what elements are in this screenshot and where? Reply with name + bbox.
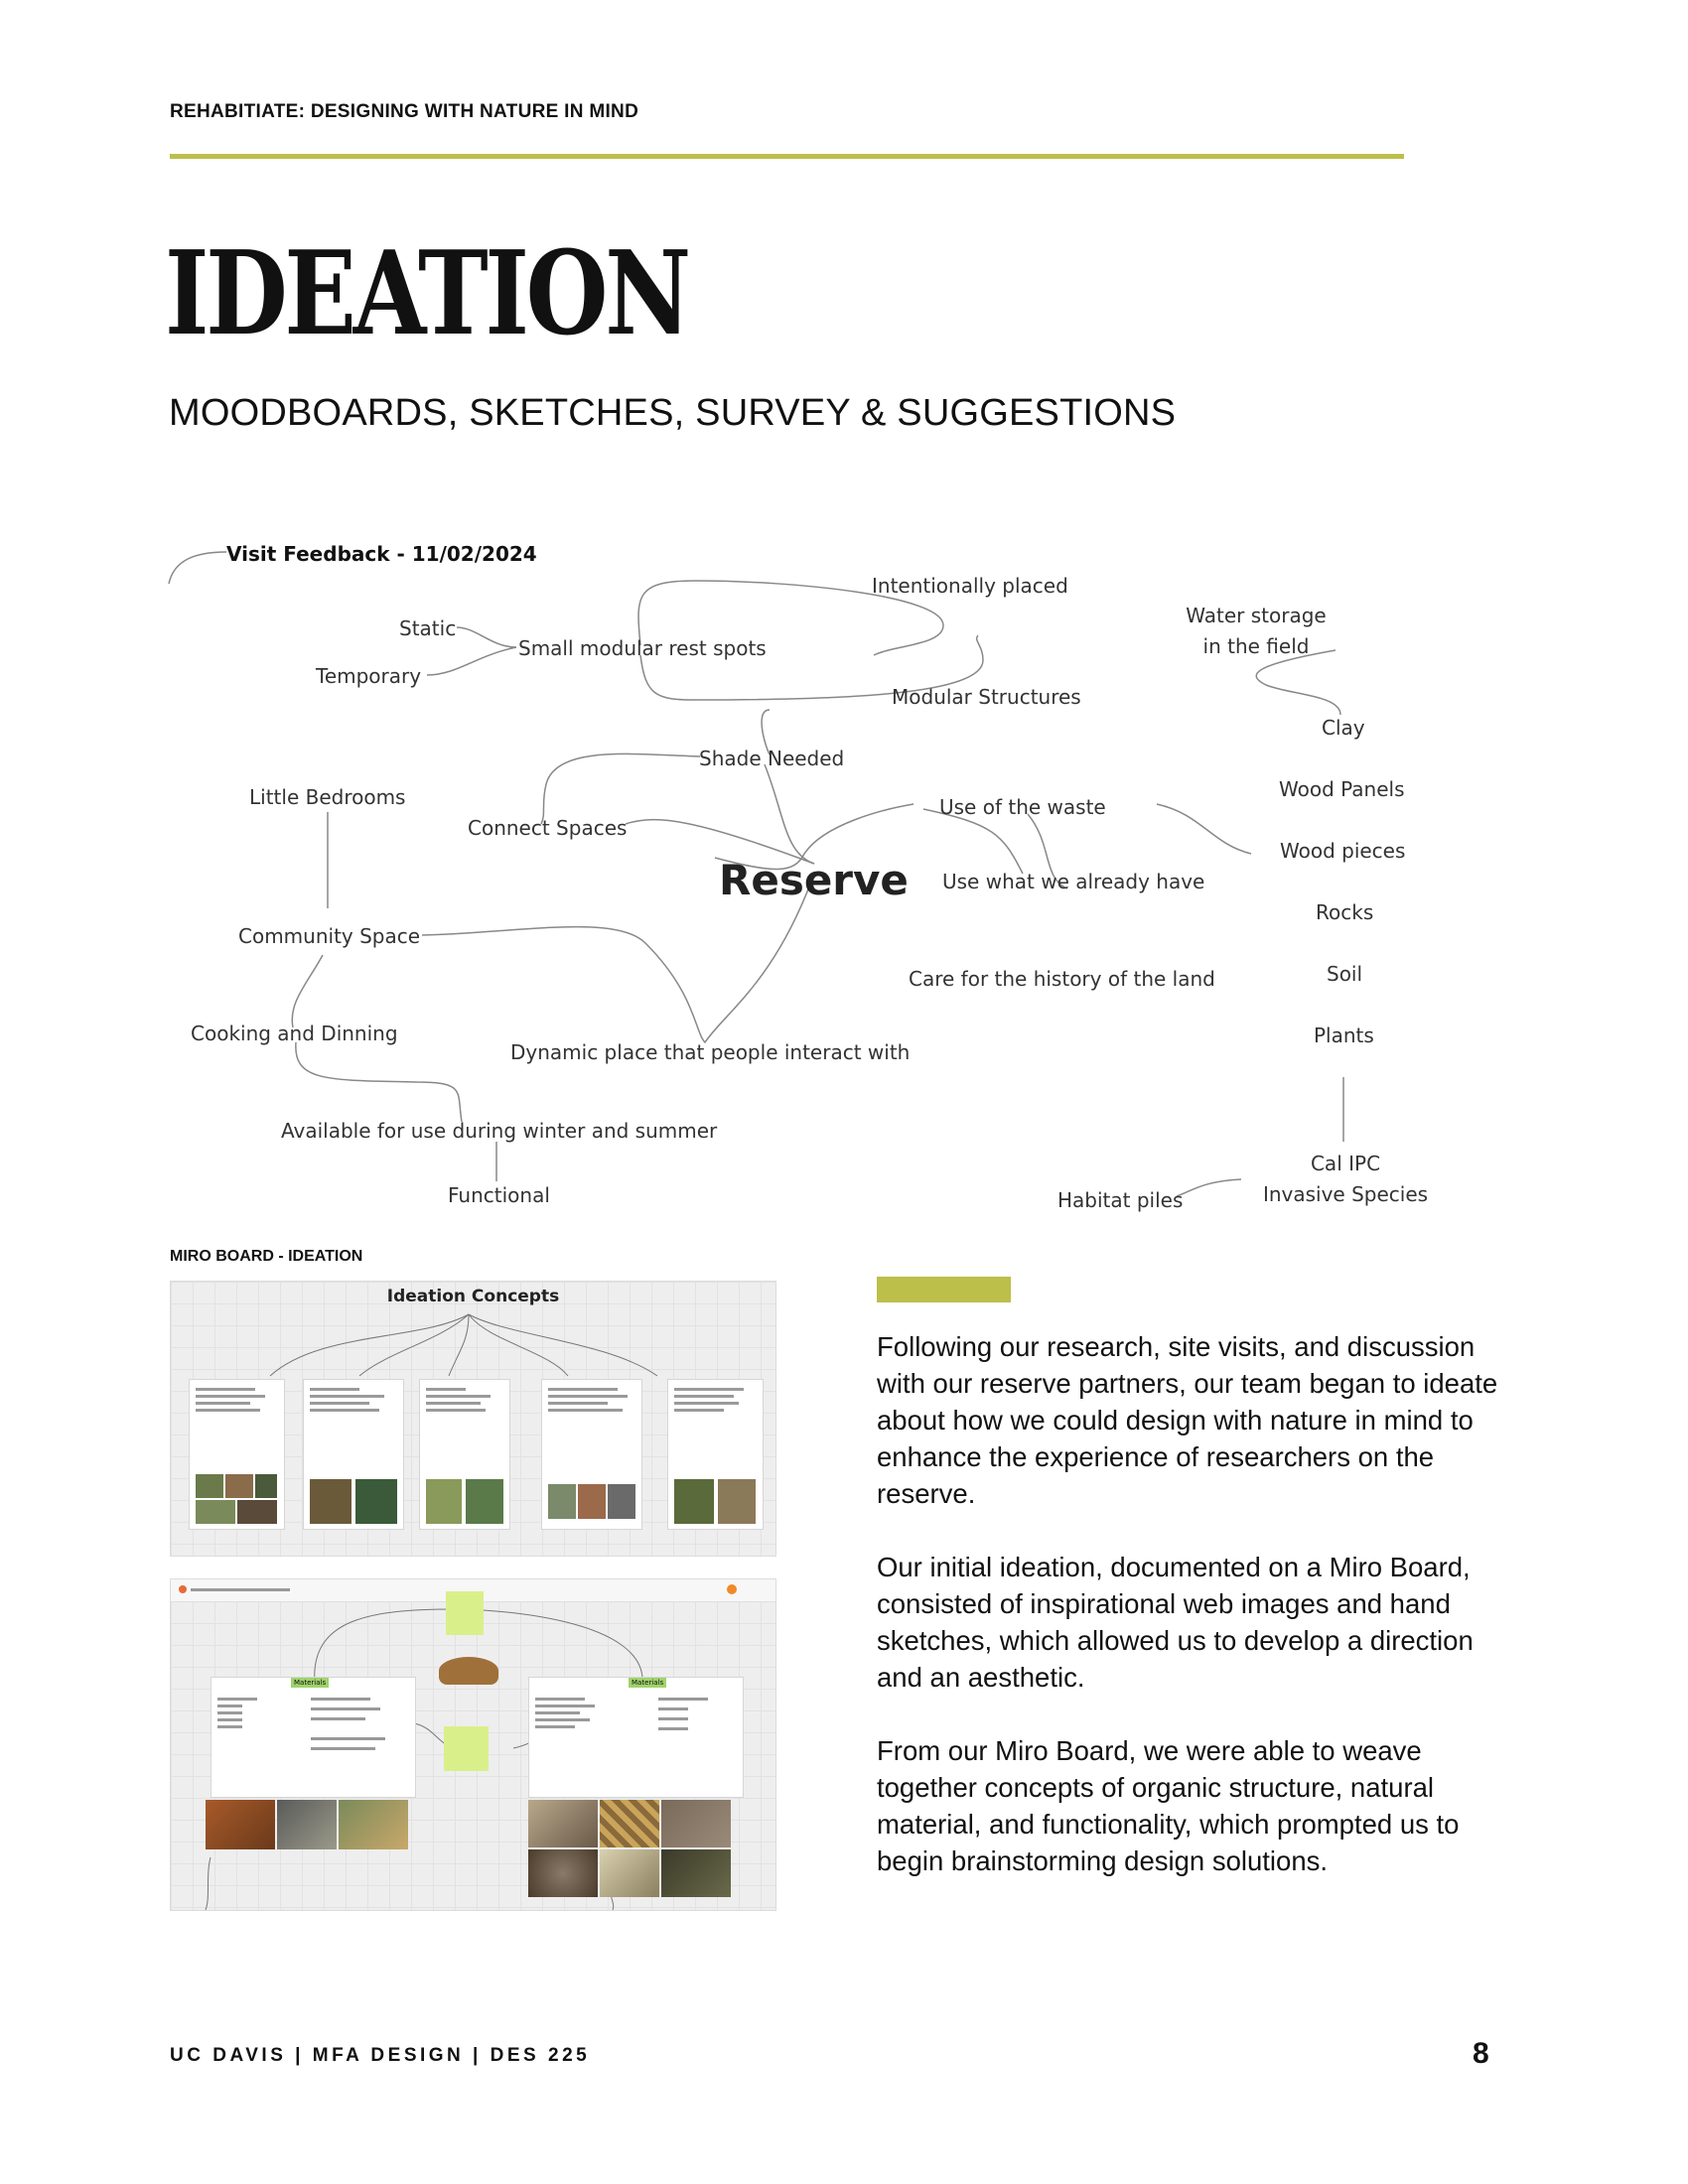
mindmap-node: Cooking and Dinning	[191, 1022, 398, 1045]
mindmap-node: Connect Spaces	[468, 816, 628, 840]
miro-card	[667, 1379, 764, 1530]
mindmap-node: Functional	[448, 1183, 550, 1207]
miro-image	[600, 1849, 659, 1897]
mindmap-node: Plants	[1314, 1024, 1374, 1047]
miro-image	[661, 1800, 731, 1847]
mindmap-heading: Visit Feedback - 11/02/2024	[226, 542, 537, 566]
miro-board-screenshot-1	[170, 1281, 776, 1557]
miro-card	[541, 1379, 642, 1530]
mindmap-node: Wood Panels	[1279, 777, 1405, 801]
miro-image	[600, 1800, 659, 1847]
mindmap-node: Little Bedrooms	[249, 785, 406, 809]
miro-tag: Materials	[291, 1678, 329, 1688]
mindmap-center: Reserve	[719, 856, 909, 904]
mindmap-node: Soil	[1327, 962, 1363, 986]
running-footer: UC DAVIS | MFA DESIGN | DES 225	[170, 2045, 591, 2066]
mindmap-node: Water storage	[1186, 604, 1327, 627]
miro-board-title: Ideation Concepts	[386, 1287, 560, 1306]
miro-image	[528, 1800, 598, 1847]
miro-card	[419, 1379, 510, 1530]
mindmap-node: Care for the history of the land	[909, 967, 1215, 991]
miro-image	[528, 1849, 598, 1897]
miro-card	[303, 1379, 404, 1530]
mindmap-node: Available for use during winter and summer	[281, 1119, 718, 1143]
paragraph: From our Miro Board, we were able to weave together concepts of organic structure, natural material, and functionality, which prompted us to begin brainstorming design solutions.	[877, 1735, 1460, 1876]
paragraph: Following our research, site visits, and discussion with our reserve partners, our team began to ideate about how we could design with nature in mind to enhance the experience of researchers on the reserve.	[877, 1331, 1498, 1509]
miro-sticky-note	[446, 1591, 484, 1635]
miro-frame	[211, 1677, 416, 1798]
miro-image	[439, 1657, 498, 1685]
mindmap-node: Modular Structures	[892, 685, 1081, 709]
paragraph: Our initial ideation, documented on a Miro Board, consisted of inspirational web images and hand sketches, which allowed us to develop a direction and an aesthetic.	[877, 1552, 1474, 1693]
mindmap-node: Community Space	[238, 924, 421, 948]
running-header: REHABITIATE: DESIGNING WITH NATURE IN MIND	[170, 101, 639, 122]
miro-tag: Materials	[629, 1678, 666, 1688]
body-text	[877, 1328, 1522, 1916]
accent-bar	[877, 1277, 1011, 1302]
mindmap-node: Temporary	[316, 664, 422, 688]
miro-image	[339, 1800, 408, 1849]
mindmap-node: Dynamic place that people interact with	[510, 1040, 911, 1064]
miro-board-screenshot-2	[170, 1578, 776, 1911]
mindmap-node: Static	[399, 616, 457, 640]
mindmap-node: Habitat piles	[1057, 1188, 1184, 1212]
mindmap-node: Rocks	[1316, 900, 1374, 924]
miro-section-label: MIRO BOARD - IDEATION	[170, 1248, 363, 1265]
mindmap-node: Invasive Species	[1262, 1182, 1429, 1206]
page-number: 8	[1473, 2037, 1489, 2070]
mindmap-node: Small modular rest spots	[518, 636, 767, 660]
mindmap-node: Use of the waste	[939, 795, 1106, 819]
mindmap-node: Use what we already have	[942, 870, 1205, 893]
mindmap-node: Cal IPC	[1310, 1152, 1381, 1175]
mindmap-node: Shade Needed	[699, 747, 845, 770]
miro-image	[661, 1849, 731, 1897]
miro-image	[277, 1800, 337, 1849]
page-title: IDEATION	[165, 226, 688, 361]
mindmap-node: Intentionally placed	[872, 574, 1068, 598]
mindmap-node: Clay	[1322, 716, 1365, 740]
miro-card	[189, 1379, 285, 1530]
page-subtitle: MOODBOARDS, SKETCHES, SURVEY & SUGGESTIONS	[169, 392, 1177, 434]
mindmap-node: Wood pieces	[1280, 839, 1406, 863]
mindmap-node: in the field	[1202, 634, 1310, 658]
miro-image	[206, 1800, 275, 1849]
miro-frame	[528, 1677, 744, 1798]
miro-sticky-note	[444, 1726, 489, 1771]
